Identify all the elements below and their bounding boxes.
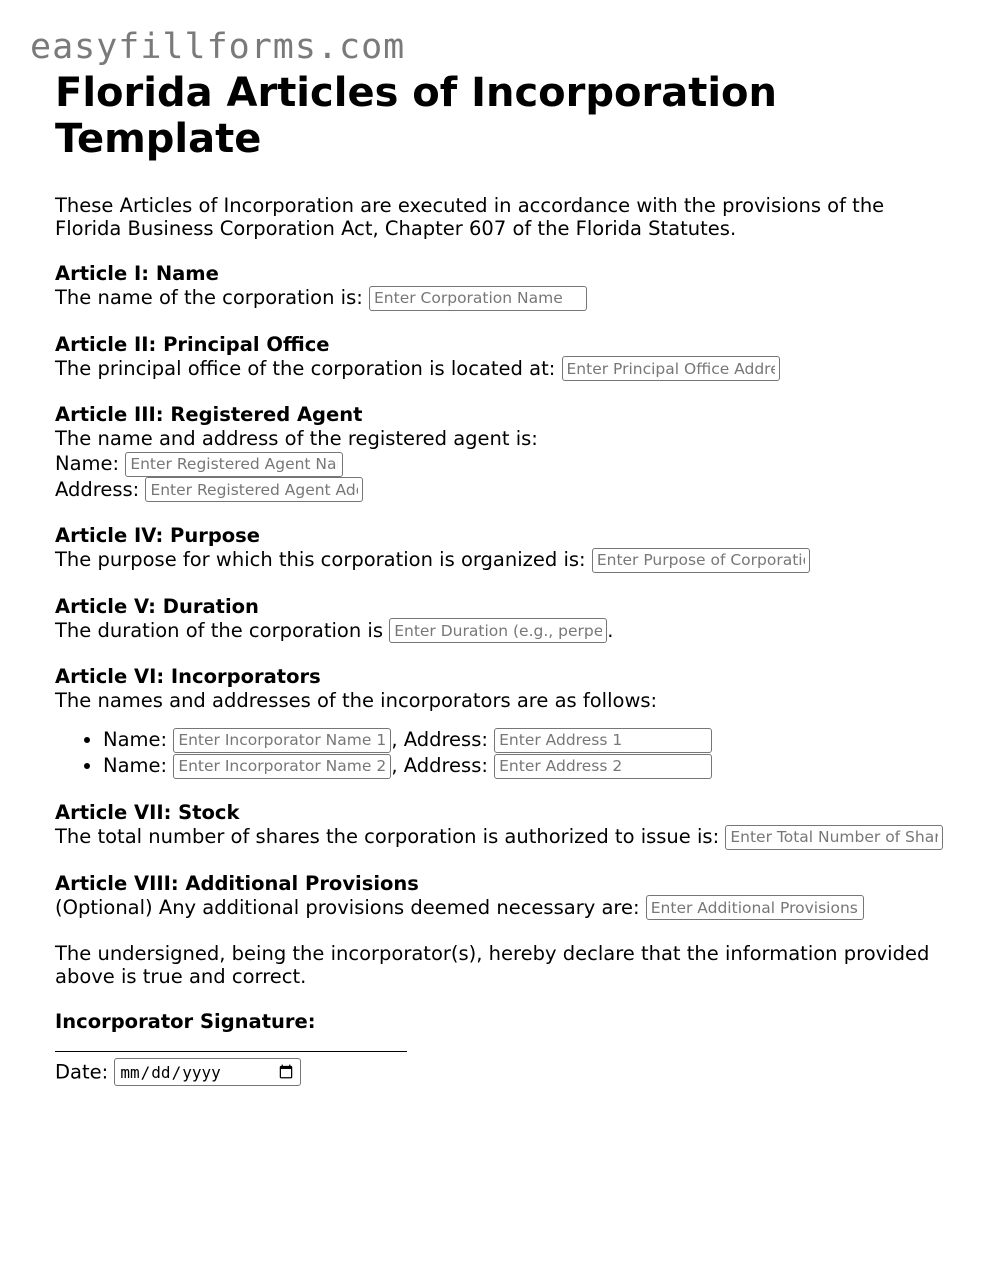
incorporator-2-name-input[interactable] [173,754,391,779]
principal-office-input[interactable] [562,356,780,381]
article-8-line [55,895,955,921]
page-title: Florida Articles of Incorporation Template [55,70,778,162]
article-7-line [55,824,955,850]
duration-input[interactable] [389,618,607,643]
article-6-text: The names and addresses of the incorporators are as follows: [55,689,658,712]
signature-label: Incorporator Signature: [55,1010,316,1033]
article-6-heading: Article VI: Incorporators [55,665,321,688]
article-7-text: The total number of shares the corporation is authorized to issue is: [55,825,720,848]
article-8-text: (Optional) Any additional provisions deemed necessary are: [55,895,640,919]
agent-address-line [55,477,955,503]
article-7-heading: Article VII: Stock [55,801,240,824]
article-2-text: The principal office of the corporation is located at: [55,356,556,380]
list-item [103,753,955,779]
total-shares-input[interactable] [725,825,943,850]
article-3-section [55,403,955,502]
additional-provisions-input[interactable] [646,895,864,920]
watermark: easyfillforms.com [30,27,406,67]
article-1-heading: Article I: Name [55,262,219,285]
incorporator-address-label: , Address: [391,728,488,751]
date-line [55,1058,955,1086]
incorporator-1-name-input[interactable] [173,728,391,753]
article-3-text: The name and address of the registered agent is: [55,427,538,450]
article-5-line [55,618,955,644]
incorporator-2-address-input[interactable] [494,754,712,779]
agent-name-line [55,451,955,477]
article-7-section [55,801,955,850]
registered-agent-name-input[interactable] [125,452,343,477]
article-2-section [55,333,955,382]
article-5-heading: Article V: Duration [55,594,259,618]
article-4-section [55,524,955,573]
article-5-text: The duration of the corporation is [55,618,383,642]
date-label: Date: [55,1060,109,1084]
incorporator-name-label: Name: [103,728,168,751]
agent-address-label: Address: [55,477,140,501]
article-5-section [55,595,955,644]
incorporator-address-label: , Address: [391,754,488,777]
signature-section [55,1010,955,1086]
article-2-heading: Article II: Principal Office [55,332,330,356]
registered-agent-address-input[interactable] [145,477,363,502]
article-8-heading: Article VIII: Additional Provisions [55,871,419,895]
article-1-text: The name of the corporation is: [55,286,363,309]
signature-line[interactable] [55,1041,407,1052]
intro-paragraph: These Articles of Incorporation are executed in accordance with the provisions of the Florida Business Corporation Act, Chapter 607 of the Florida Statutes. [55,194,885,240]
incorporators-list [55,727,955,779]
article-8-section [55,872,955,921]
article-4-heading: Article IV: Purpose [55,524,261,547]
article-5-suffix: . [607,618,614,642]
incorporator-name-label: Name: [103,754,168,777]
article-4-text: The purpose for which this corporation is organized is: [55,548,586,571]
agent-name-label: Name: [55,452,120,475]
corporation-name-input[interactable] [369,286,587,311]
document-page [55,70,955,1086]
article-6-section [55,665,955,779]
date-input[interactable] [114,1058,301,1086]
article-1-section [55,262,955,311]
signature-line-row [55,1033,955,1058]
declaration-paragraph: The undersigned, being the incorporator(s), hereby declare that the information provided above is true and correct. [55,942,930,988]
article-2-line [55,356,955,382]
article-4-line [55,547,955,573]
article-1-line [55,285,955,311]
article-3-heading: Article III: Registered Agent [55,403,363,426]
list-item [103,727,955,753]
purpose-input[interactable] [592,548,810,573]
incorporator-1-address-input[interactable] [494,728,712,753]
